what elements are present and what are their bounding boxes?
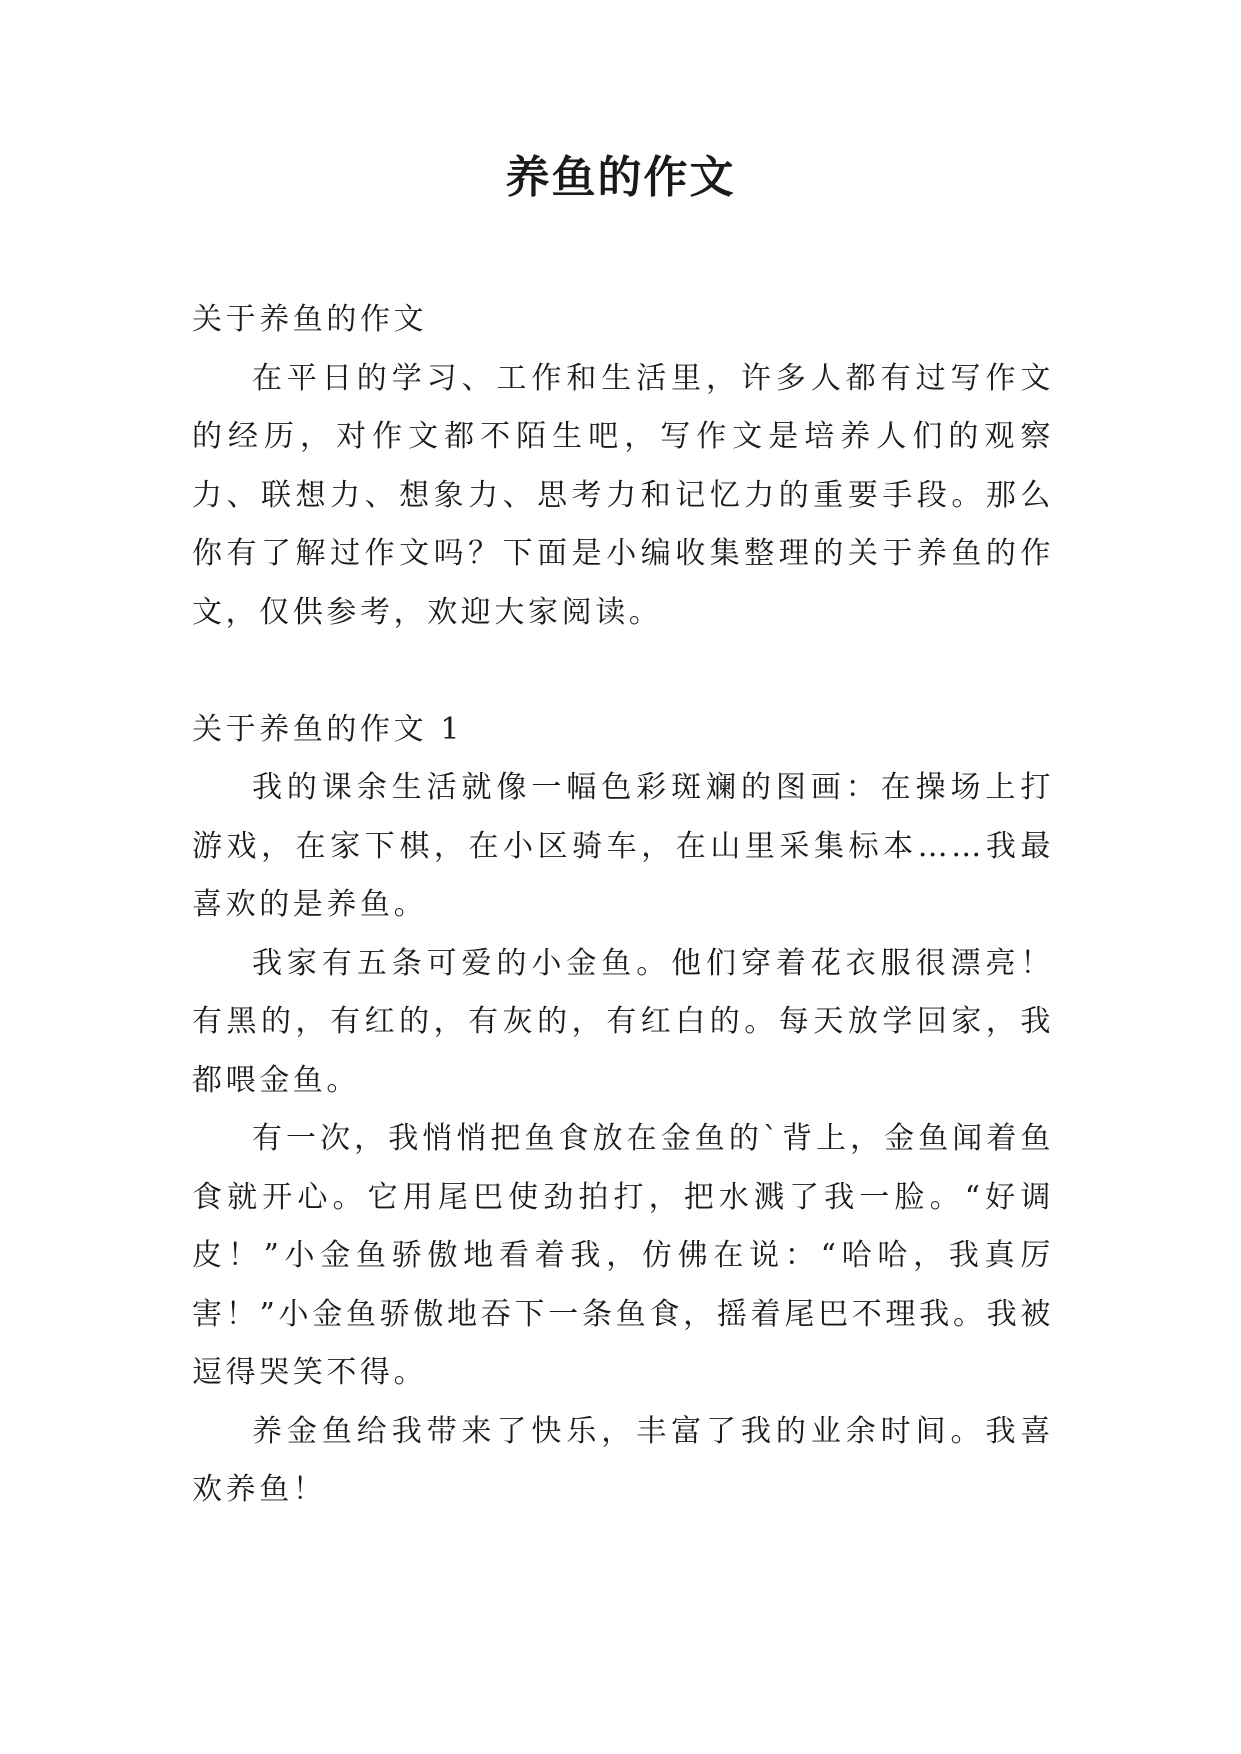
intro-paragraph: 在平日的学习、工作和生活里，许多人都有过写作文的经历，对作文都不陌生吧，写作文是培养人们的观察力、联想力、想象力、思考力和记忆力的重要手段。那么你有了解过作文吗？下面是小编收集整理的关于养鱼的作文，仅供参考，欢迎大家阅读。 xyxy=(192,360,1054,630)
essay1-paragraph: 养金鱼给我带来了快乐，丰富了我的业余时间。我喜欢养鱼！ xyxy=(192,1413,1054,1507)
document-title: 养鱼的作文 xyxy=(505,152,736,203)
essay1-paragraph: 我家有五条可爱的小金鱼。他们穿着花衣服很漂亮！有黑的，有红的，有灰的，有红白的。每天放学回家，我都喂金鱼。 xyxy=(192,945,1054,1098)
essay1-heading: 关于养鱼的作文 1 xyxy=(192,711,464,747)
section-spacer xyxy=(192,642,1054,701)
essay1-paragraph: 有一次，我悄悄把鱼食放在金鱼的`背上，金鱼闻着鱼食就开心。它用尾巴使劲拍打，把水溅了我一脸。“好调皮！”小金鱼骄傲地看着我，仿佛在说：“哈哈，我真厉害！”小金鱼骄傲地吞下一条鱼食，摇着尾巴不理我。我被逗得哭笑不得。 xyxy=(192,1121,1054,1390)
essay1-paragraph: 我的课余生活就像一幅色彩斑斓的图画：在操场上打游戏，在家下棋，在小区骑车，在山里采集标本……我最喜欢的是养鱼。 xyxy=(192,770,1054,922)
document-body xyxy=(192,291,1054,1520)
intro-heading: 关于养鱼的作文 xyxy=(192,302,428,337)
